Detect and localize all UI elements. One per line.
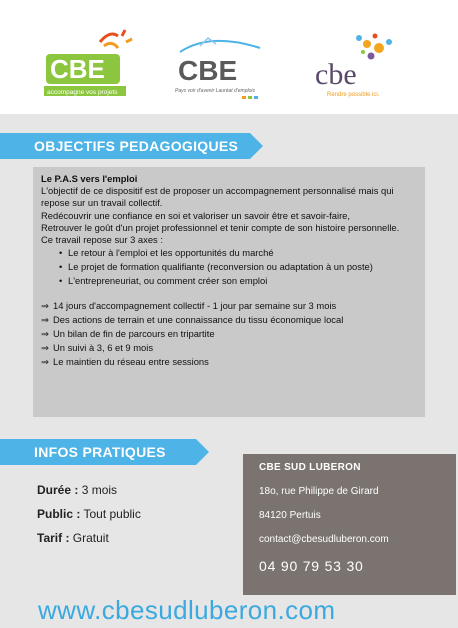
contact-city: 84120 Pertuis [259,510,321,521]
key-point [41,356,417,368]
contact-email[interactable]: contact@cbesudluberon.com [259,534,389,545]
svg-text:cbe: cbe [315,58,357,91]
key-point-text: Un suivi à 3, 6 et 9 mois [53,342,154,354]
key-point-text: Des actions de terrain et une connaissance du tissu économique local [53,314,344,326]
logo-header [0,0,458,114]
info-label: Public : [37,507,81,521]
contact-phone[interactable]: 04 90 79 53 30 [259,558,364,574]
svg-text:CBE: CBE [178,55,238,86]
axis-item: • Le projet de formation qualifiante (reconversion ou adaptation à un poste) [41,261,417,273]
objective-paragraph: Retrouver le goût d'un projet professionnel et tenir compte de son histoire personnelle. [41,221,400,233]
key-point-text: Un bilan de fin de parcours en tripartite [53,328,215,340]
program-title: Le P.A.S vers l'emploi [41,173,138,184]
objective-paragraph: L'objectif de ce dispositif est de proposer un accompagnement personnalisé mais qui repose sur un travail collectif. [41,185,394,209]
infos-heading: INFOS PRATIQUES [0,439,196,465]
key-point-text: Le maintien du réseau entre sessions [53,356,209,368]
axes-list [41,247,417,287]
arrow-right-icon: ⇒ [41,356,49,368]
svg-text:CBE: CBE [50,54,105,84]
svg-text:accompagne vos projets: accompagne vos projets [47,89,118,96]
info-label: Tarif : [37,531,70,545]
info-value: Gratuit [72,531,109,545]
contact-box [243,454,456,595]
cbe-rendre-possible-logo [305,28,405,108]
key-point [41,300,417,312]
axis-item: • L'entrepreneuriat, ou comment créer son emploi [41,275,417,287]
svg-text:Pays voir d'avenir Lauréat d'e: Pays voir d'avenir Lauréat d'emplois [175,88,256,94]
website-link[interactable]: www.cbesudluberon.com [38,595,336,625]
contact-name: CBE SUD LUBERON [259,462,361,473]
key-point-text: 14 jours d'accompagnement collectif - 1 jour par semaine sur 3 mois [53,300,337,312]
arrow-right-icon: ⇒ [41,328,49,340]
cbe-pays-logo [170,28,270,108]
arrow-right-icon: ⇒ [41,342,49,354]
info-label: Durée : [37,483,79,497]
key-point [41,314,417,326]
practical-info [37,478,141,550]
info-value: 3 mois [81,483,118,497]
arrow-right-icon: ⇒ [41,314,49,326]
info-audience [37,502,141,526]
key-point [41,328,417,340]
info-value: Tout public [83,507,141,521]
objective-paragraph: Redécouvrir une confiance en soi et valoriser un savoir être et savoir-faire, [41,209,351,221]
axis-item: • Le retour à l'emploi et les opportunités du marché [41,247,417,259]
objectifs-box [33,167,425,417]
info-duration [37,478,141,502]
objectifs-heading: OBJECTIFS PEDAGOGIQUES [0,133,250,159]
svg-text:Rendre possible ici.: Rendre possible ici. [327,92,380,98]
cbe-accompagne-logo [40,28,140,108]
key-point [41,342,417,354]
key-points-list [41,300,417,368]
contact-address: 18o, rue Philippe de Girard [259,486,379,497]
arrow-right-icon: ⇒ [41,300,49,312]
objective-paragraph: Ce travail repose sur 3 axes : [41,234,163,246]
info-price [37,526,141,550]
